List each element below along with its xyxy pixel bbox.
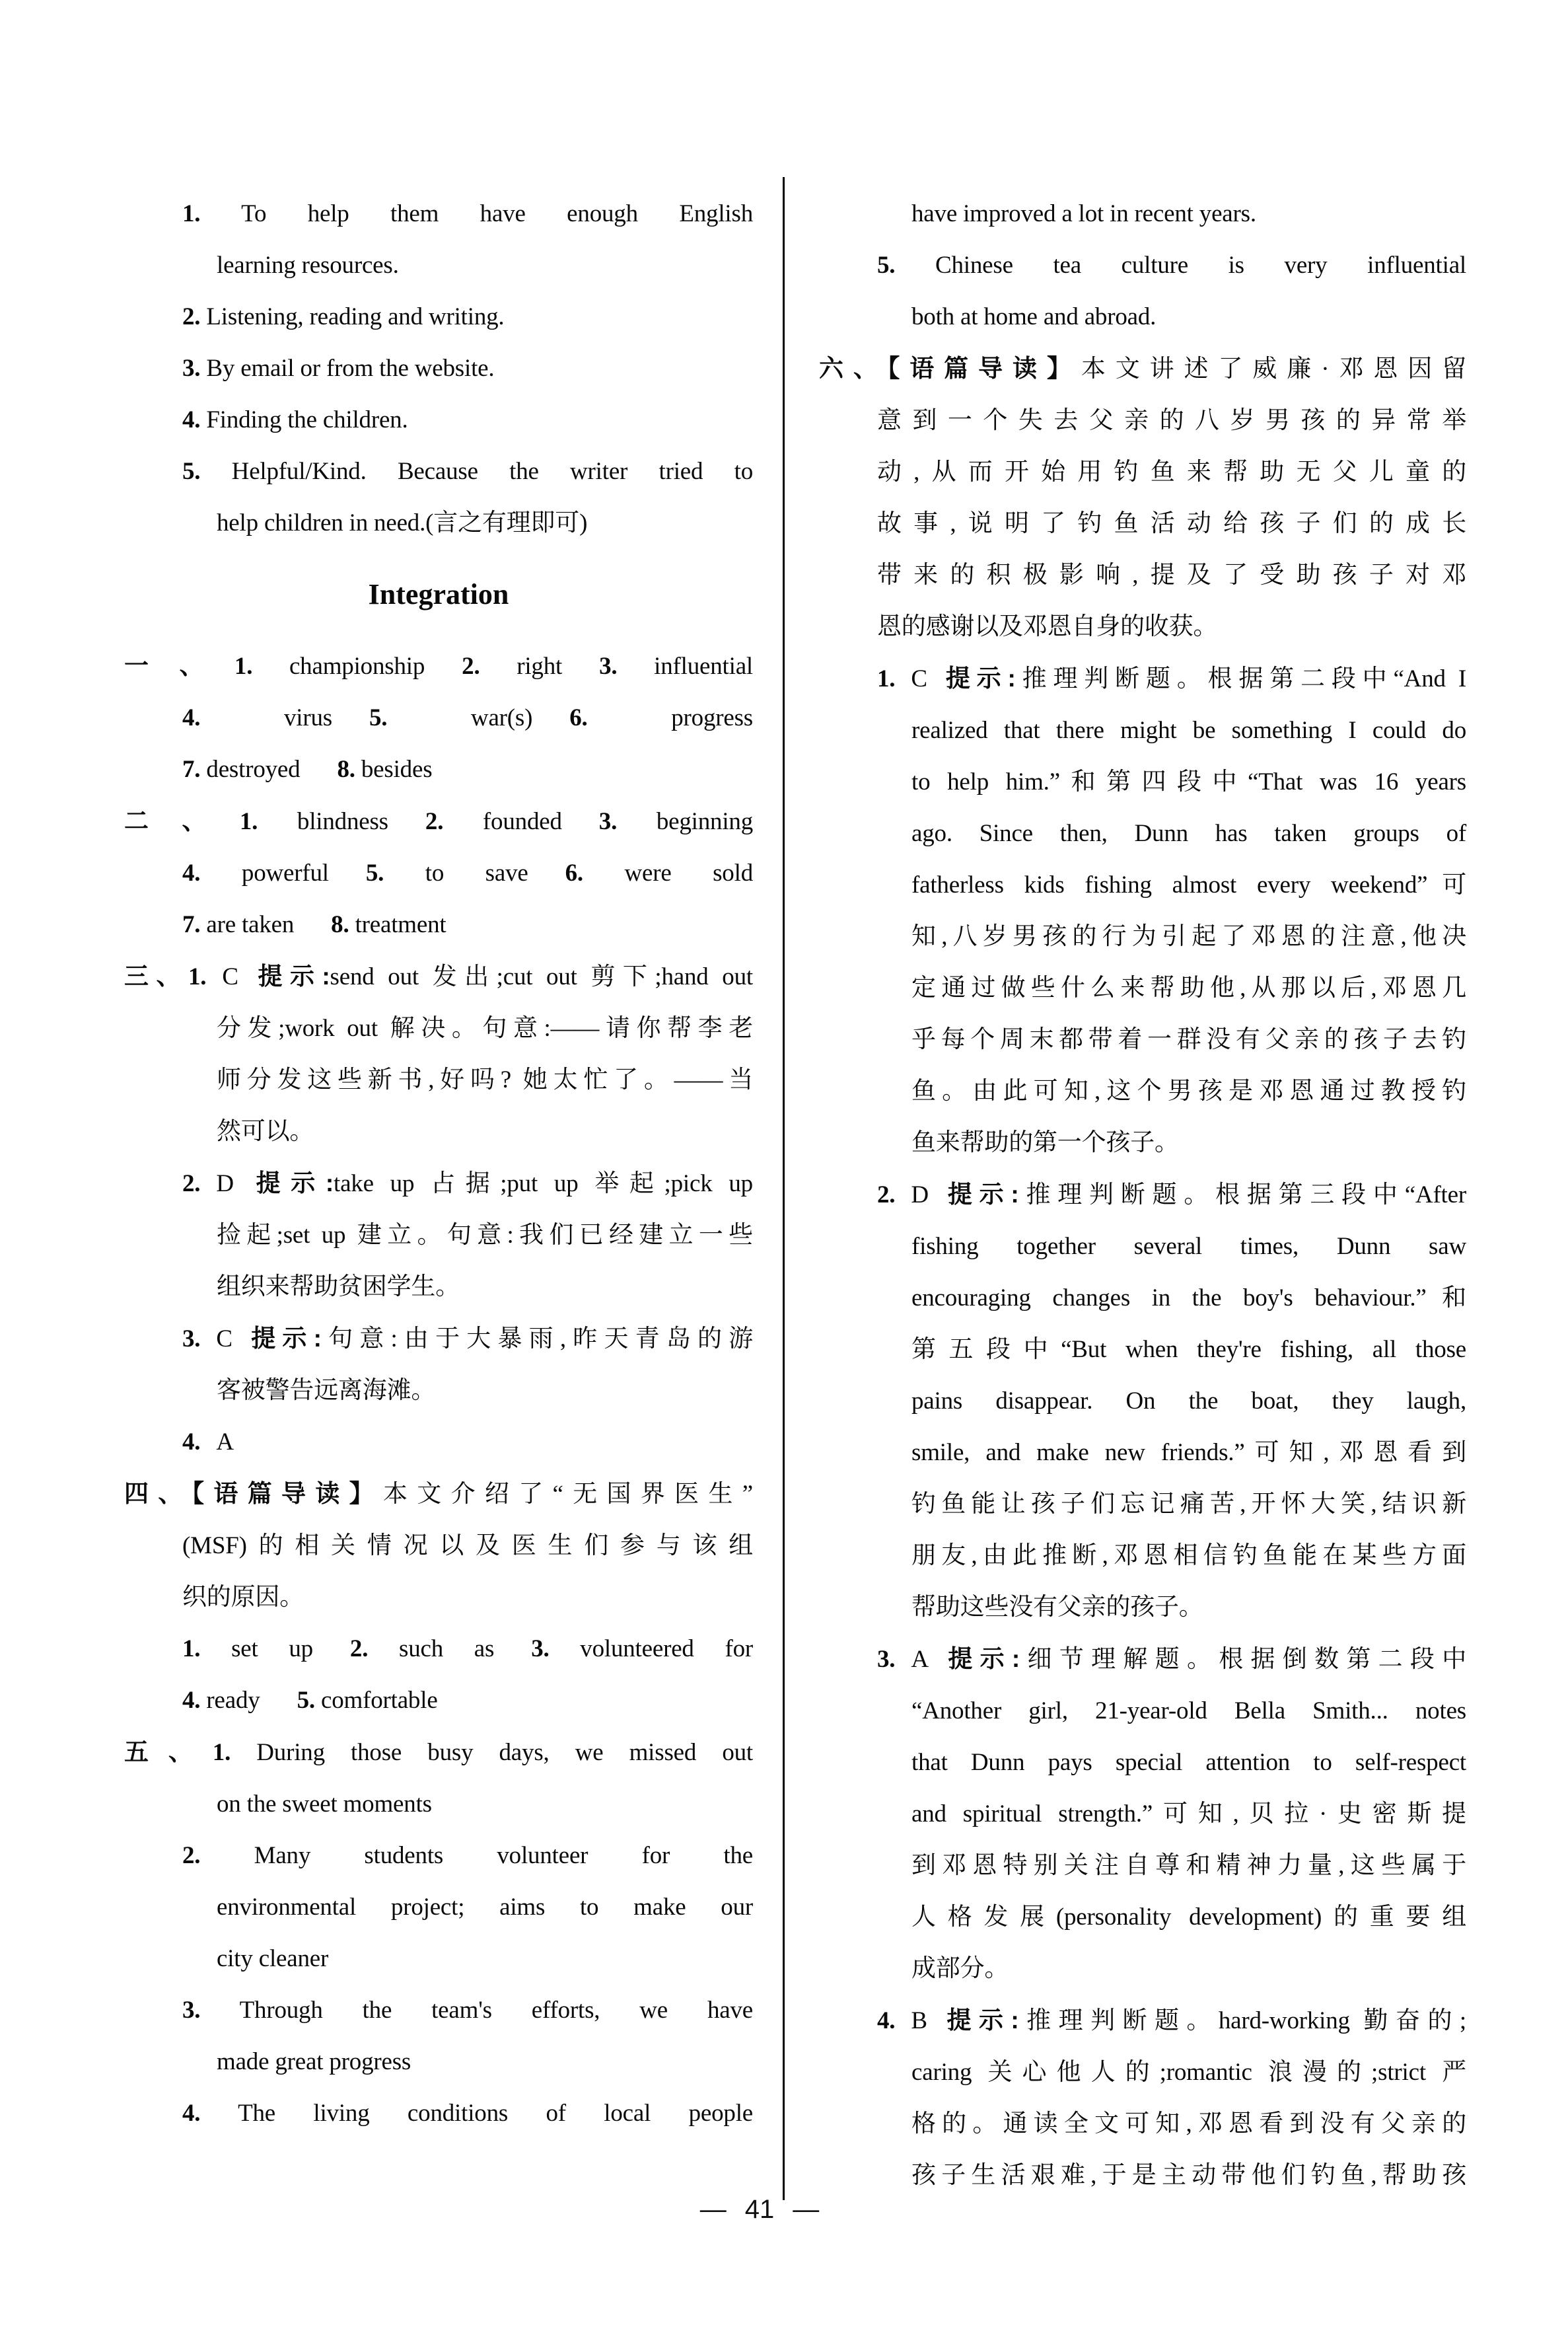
- text-line: [819, 291, 1466, 343]
- answer-letter: C: [222, 963, 238, 990]
- item-number: 2.: [462, 653, 480, 680]
- hint-label: 提示:: [939, 2007, 1019, 2034]
- text-line: [124, 795, 753, 848]
- text-line: [819, 2098, 1466, 2150]
- item-number: 1.: [182, 1635, 201, 1662]
- text-line: [819, 1943, 1466, 1995]
- text-line: [124, 1261, 753, 1313]
- text-line: [819, 447, 1466, 498]
- text-run: caring 关心他人的;romantic 浪漫的;strict 严: [911, 2059, 1466, 2086]
- text-line: [124, 2036, 753, 2088]
- text-run: To help them have enough English: [200, 200, 753, 227]
- text-run: and spiritual strength.”可知,贝拉·史密斯提: [911, 1800, 1466, 1827]
- text-run: 分发;work out 解决。句意:——请你帮李老: [217, 1015, 753, 1042]
- text-line: [124, 848, 753, 899]
- column-divider: [783, 177, 785, 2200]
- text-run: ago. Since then, Dunn has taken groups of: [911, 820, 1466, 847]
- text-run: city cleaner: [217, 1945, 329, 1972]
- text-run: beginning: [617, 808, 754, 835]
- section-marker: 六、: [819, 355, 888, 382]
- text-run: to help him.”和第四段中“That was 16 years: [911, 768, 1466, 795]
- item-number: 2.: [182, 1842, 201, 1869]
- passage-guide-label: 【语篇导读】: [192, 1480, 383, 1507]
- text-run: war(s): [387, 704, 533, 731]
- answer-letter: A: [911, 1646, 929, 1673]
- item-number: 8.: [331, 911, 349, 938]
- text-line: [124, 1572, 753, 1623]
- text-line: [819, 550, 1466, 601]
- text-run: 客被警告远离海滩。: [217, 1377, 436, 1404]
- text-line: [124, 240, 753, 291]
- text-line: [819, 1479, 1466, 1530]
- text-line: [124, 1623, 753, 1675]
- item-number: 1.: [188, 963, 207, 990]
- section-marker: 五、: [124, 1738, 213, 1765]
- text-line: [819, 601, 1466, 653]
- text-run: By email or from the website.: [200, 355, 495, 382]
- footer-dash-right: —: [793, 2195, 820, 2224]
- integration-heading: Integration: [368, 578, 509, 610]
- text-run: on the sweet moments: [217, 1790, 432, 1818]
- item-number: 6.: [565, 860, 583, 887]
- item-number: 4.: [182, 1687, 201, 1714]
- hint-label: 提示:: [244, 1325, 322, 1352]
- text-line: [124, 1003, 753, 1054]
- text-run: pains disappear. On the boat, they laugh,: [911, 1387, 1466, 1415]
- item-number: 3.: [182, 1325, 201, 1352]
- item-number: 5.: [877, 252, 896, 279]
- text-run: realized that there might be something I could do: [911, 717, 1466, 744]
- text-line: [124, 1054, 753, 1106]
- text-run: set up: [200, 1635, 313, 1662]
- hint-label: 提示:: [250, 963, 330, 990]
- text-run: 成部分。: [911, 1955, 1009, 1982]
- text-run: Many students volunteer for the: [200, 1842, 753, 1869]
- text-line: [819, 808, 1466, 860]
- item-number: 1.: [239, 808, 258, 835]
- text-line: [819, 2150, 1466, 2201]
- item-number: 1.: [877, 665, 896, 692]
- passage-guide-label: 【语篇导读】: [887, 355, 1081, 382]
- text-line: [819, 653, 1466, 705]
- hint-label: 提示:: [245, 1169, 334, 1197]
- text-run: encouraging changes in the boy's behaviour.”和: [911, 1284, 1466, 1311]
- text-run: learning resources.: [217, 252, 399, 279]
- text-run: Finding the children.: [200, 406, 408, 433]
- text-run: take up 占据;put up 举起;pick up: [334, 1170, 753, 1197]
- text-line: [124, 1417, 753, 1468]
- text-run: (MSF)的相关情况以及医生们参与该组: [182, 1532, 753, 1559]
- text-line: [124, 1520, 753, 1572]
- text-line: [124, 1933, 753, 1985]
- item-number: 3.: [877, 1646, 896, 1673]
- text-line: [819, 1014, 1466, 1066]
- text-line: [124, 498, 753, 549]
- text-run: have improved a lot in recent years.: [911, 200, 1256, 227]
- text-line: [819, 395, 1466, 447]
- section-marker: 四、: [124, 1480, 192, 1507]
- answer-letter: C: [911, 665, 927, 692]
- text-run: ready: [200, 1687, 260, 1714]
- text-line: [124, 1158, 753, 1210]
- text-line: [124, 692, 753, 744]
- text-line: [124, 744, 753, 795]
- text-run: 鱼来帮助的第一个孩子。: [911, 1129, 1179, 1156]
- text-line: [819, 1840, 1466, 1892]
- text-run: were sold: [583, 860, 753, 887]
- text-run: blindness: [258, 808, 388, 835]
- text-line: [819, 1633, 1466, 1685]
- text-line: [819, 1376, 1466, 1427]
- item-number: 2.: [182, 1170, 201, 1197]
- text-run: 动,从而开始用钓鱼来帮助无父儿童的: [877, 459, 1466, 486]
- answer-letter: B: [911, 2007, 927, 2034]
- item-number: 4.: [182, 406, 201, 433]
- item-number: 1.: [234, 653, 253, 680]
- text-line: [124, 951, 753, 1003]
- text-run: 朋友,由此推断,邓恩相信钓鱼能在某些方面: [911, 1542, 1466, 1569]
- answer-letter: A: [216, 1428, 234, 1456]
- text-run: Chinese tea culture is very influential: [895, 252, 1466, 279]
- text-line: [124, 1830, 753, 1882]
- text-run: 定通过做些什么来帮助他,从那以后,邓恩几: [911, 975, 1466, 1002]
- text-run: comfortable: [314, 1687, 438, 1714]
- text-line: [819, 705, 1466, 757]
- text-run: Helpful/Kind. Because the writer tried to: [200, 458, 753, 485]
- text-line: [819, 1221, 1466, 1273]
- text-line: [819, 1117, 1466, 1169]
- text-run: treatment: [349, 911, 446, 938]
- text-run: 钓鱼能让孩子们忘记痛苦,开怀大笑,结识新: [911, 1491, 1466, 1518]
- text-line: [124, 1675, 753, 1726]
- text-run: are taken: [200, 911, 295, 938]
- answer-letter: D: [911, 1181, 929, 1208]
- text-run: 推理判断题。根据第三段中“After: [1018, 1181, 1466, 1208]
- text-run: help children in need.(言之有理即可): [217, 509, 588, 536]
- item-number: 6.: [569, 704, 588, 731]
- text-run: 意到一个失去父亲的八岁男孩的异常举: [877, 407, 1466, 434]
- item-number: 4.: [877, 2007, 896, 2034]
- text-run: 第五段中“But when they're fishing, all those: [911, 1336, 1466, 1363]
- item-number: 1.: [182, 200, 201, 227]
- text-line: [819, 963, 1466, 1014]
- text-line: [124, 1985, 753, 2036]
- text-run: founded: [443, 808, 562, 835]
- text-line: [124, 394, 753, 446]
- text-line: [819, 757, 1466, 808]
- item-number: 3.: [598, 808, 618, 835]
- text-line: [124, 343, 753, 394]
- item-number: 7.: [182, 756, 201, 783]
- hint-label: 提示:: [939, 665, 1016, 692]
- text-run: The living conditions of local people: [200, 2100, 753, 2127]
- text-line: [819, 188, 1466, 240]
- text-run: both at home and abroad.: [911, 303, 1157, 330]
- text-run: 本文介绍了“无国界医生”: [382, 1481, 753, 1508]
- item-number: 2.: [425, 808, 444, 835]
- text-line: [819, 1066, 1466, 1117]
- text-run: powerful: [200, 860, 329, 887]
- item-number: 4.: [182, 704, 201, 731]
- text-line: [819, 1273, 1466, 1324]
- item-number: 4.: [182, 860, 201, 887]
- text-line: [124, 1726, 753, 1779]
- hint-label: 提示:: [940, 1181, 1019, 1208]
- section-marker: 一、: [124, 652, 234, 679]
- text-run: influential: [617, 653, 753, 680]
- item-number: 3.: [599, 653, 618, 680]
- text-run: 组织来帮助贫困学生。: [217, 1273, 460, 1300]
- section-marker: 二、: [124, 807, 240, 834]
- text-run: 细节理解题。根据倒数第二段中: [1020, 1646, 1466, 1673]
- text-run: 句意:由于大暴雨,昨天青岛的游: [321, 1325, 753, 1352]
- item-number: 2.: [182, 303, 201, 330]
- text-run: 师分发这些新书,好吗? 她太忙了。——当: [217, 1066, 753, 1093]
- text-run: volunteered for: [549, 1635, 753, 1662]
- item-number: 4.: [182, 2100, 201, 2127]
- text-run: 故事,说明了钓鱼活动给孩子们的成长: [877, 510, 1466, 537]
- item-number: 8.: [337, 756, 355, 783]
- text-line: [124, 446, 753, 498]
- text-line: [124, 1313, 753, 1365]
- text-line: [124, 1365, 753, 1417]
- text-run: 孩子生活艰难,于是主动带他们钓鱼,帮助孩: [911, 2162, 1466, 2189]
- text-run: Listening, reading and writing.: [200, 303, 505, 330]
- text-line: [819, 1427, 1466, 1479]
- text-line: [124, 899, 753, 951]
- text-run: environmental project; aims to make our: [217, 1894, 753, 1921]
- item-number: 5.: [297, 1687, 315, 1714]
- item-number: 3.: [531, 1635, 550, 1662]
- text-line: [819, 2047, 1466, 2098]
- left-column: [124, 188, 753, 2139]
- text-run: 推理判断题。hard-working 勤奋的;: [1018, 2007, 1466, 2034]
- text-run: progress: [587, 704, 753, 731]
- item-number: 3.: [182, 1997, 201, 2024]
- text-line: [124, 1210, 753, 1261]
- text-line: [124, 1106, 753, 1158]
- text-line: [124, 640, 753, 692]
- text-run: 乎每个周末都带着一群没有父亲的孩子去钓: [911, 1026, 1466, 1053]
- item-number: 2.: [349, 1635, 369, 1662]
- text-line: [819, 911, 1466, 963]
- text-line: [819, 343, 1466, 395]
- text-line: [124, 1468, 753, 1520]
- text-run: made great progress: [217, 2048, 411, 2075]
- item-number: 5.: [182, 458, 201, 485]
- text-run: destroyed: [200, 756, 301, 783]
- text-run: During those busy days, we missed out: [231, 1739, 753, 1766]
- text-run: that Dunn pays special attention to self-respect: [911, 1749, 1466, 1776]
- text-run: “Another girl, 21-year-old Bella Smith... notes: [911, 1697, 1466, 1724]
- text-run: 推理判断题。根据第二段中“And I: [1015, 665, 1466, 692]
- item-number: 2.: [877, 1181, 896, 1208]
- text-line: [819, 1530, 1466, 1582]
- item-number: 4.: [182, 1428, 201, 1456]
- text-line: [819, 860, 1466, 911]
- text-run: to save: [384, 860, 528, 887]
- text-run: right: [480, 653, 563, 680]
- section-marker: 三、: [124, 963, 188, 990]
- text-line: [124, 291, 753, 343]
- text-run: 格的。通读全文可知,邓恩看到没有父亲的: [911, 2110, 1466, 2137]
- text-run: 织的原因。: [182, 1584, 304, 1611]
- text-line: [819, 1169, 1466, 1221]
- text-run: 人格发展(personality development)的重要组: [911, 1903, 1466, 1931]
- text-run: championship: [252, 653, 425, 680]
- text-run: 带来的积极影响,提及了受助孩子对邓: [877, 562, 1466, 589]
- text-run: 到邓恩特别关注自尊和精神力量,这些属于: [911, 1852, 1466, 1879]
- text-run: 然可以。: [217, 1118, 314, 1145]
- answer-letter: C: [216, 1325, 232, 1352]
- item-number: 5.: [369, 704, 388, 731]
- text-run: Through the team's efforts, we have: [200, 1997, 753, 2024]
- item-number: 7.: [182, 911, 201, 938]
- text-line: [124, 1882, 753, 1933]
- text-line: [124, 1779, 753, 1830]
- item-number: 3.: [182, 355, 201, 382]
- item-number: 5.: [365, 860, 384, 887]
- text-run: besides: [355, 756, 433, 783]
- text-run: 捡起;set up 建立。句意:我们已经建立一些: [217, 1222, 753, 1249]
- text-run: 鱼。由此可知,这个男孩是邓恩通过教授钓: [911, 1078, 1466, 1105]
- text-run: 恩的感谢以及邓恩自身的收获。: [877, 613, 1218, 640]
- text-line: [819, 1737, 1466, 1789]
- text-line: [124, 2088, 753, 2139]
- text-run: fatherless kids fishing almost every weekend”可: [911, 871, 1466, 899]
- text-run: fishing together several times, Dunn saw: [911, 1233, 1466, 1260]
- page-number: 41: [744, 2195, 775, 2224]
- text-line: [819, 1995, 1466, 2047]
- text-run: virus: [200, 704, 332, 731]
- text-line: [819, 1685, 1466, 1737]
- text-line: [124, 188, 753, 240]
- text-line: [819, 498, 1466, 550]
- hint-label: 提示:: [940, 1645, 1020, 1672]
- item-number: 1.: [212, 1739, 231, 1766]
- right-column: [819, 188, 1466, 2201]
- answer-letter: D: [216, 1170, 234, 1197]
- text-run: 帮助这些没有父亲的孩子。: [911, 1594, 1203, 1621]
- footer-dash-left: —: [699, 2195, 727, 2224]
- text-run: such as: [368, 1635, 495, 1662]
- text-line: [819, 1789, 1466, 1840]
- text-line: [819, 1892, 1466, 1943]
- text-run: send out 发出;cut out 剪下;hand out: [330, 963, 753, 990]
- text-line: [819, 240, 1466, 291]
- text-run: 知,八岁男孩的行为引起了邓恩的注意,他决: [911, 923, 1466, 950]
- text-line: [819, 1324, 1466, 1376]
- text-run: smile, and make new friends.”可知,邓恩看到: [911, 1439, 1466, 1466]
- text-line: [819, 1582, 1466, 1633]
- text-run: 本文讲述了威廉·邓恩因留: [1081, 355, 1466, 383]
- page-footer: [0, 2195, 1519, 2225]
